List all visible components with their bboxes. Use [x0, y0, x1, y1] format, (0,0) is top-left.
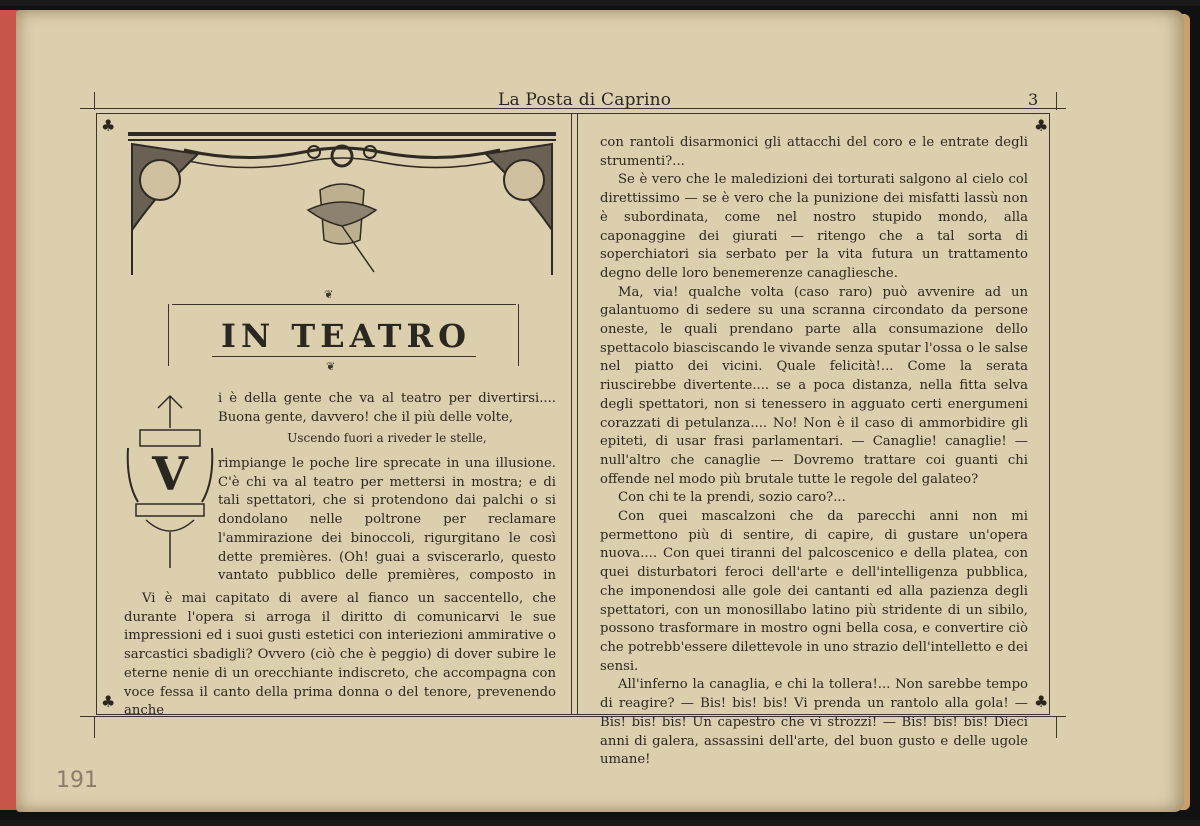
- body-paragraph: Con chi te la prendi, sozio caro?...: [618, 490, 846, 506]
- running-title: La Posta di Caprino: [498, 90, 672, 110]
- corner-ornament-icon: ♣: [101, 692, 116, 711]
- pencil-margin-note: 191: [56, 768, 98, 793]
- corner-ornament-icon: ♣: [1034, 116, 1049, 135]
- column-divider-right: [577, 113, 578, 715]
- frame-right: [1049, 113, 1050, 715]
- body-paragraph: Vi è mai capitato di avere al fianco un saccentello, che durante l'opera si arroga il diritto di comunicarvi le sue impressioni ed i suoi gusti estetici con interiezioni ammirative o sarcastici sbadigli? Ovvero (ciò che è peggio) di dover subire le eterne nenie di un orecchiante indiscreto, che accompagna con voce fessa il canto della prima donna o del tenore, prevenendo anche: [124, 591, 556, 719]
- body-paragraph: Con quei mascalzoni che da parecchi anni non mi permettono più di sentire, di capire, di gustare un'opera nuova.... Con quei tiranni del palcoscenico e della platea, con quei disturbatori feroci dell'arte e dell'intelligenza pubblica, che imponendosi alle gole dei cantanti ed alla pazienza degli spettatori, con un monosillabo latino più stridente di un sibilo, possono trasformare in mostro ogni bella cosa, e convertire ciò che potrebb'essere dilettevole in uno strazio dell'intelletto e dei sensi.: [600, 509, 1028, 674]
- body-paragraph: Se è vero che le maledizioni dei torturati salgono al cielo col direttissimo — se è vero che la punizione dei misfatti lassù non è subordinata, come nel nostro stupido mondo, alla caponaggine dei giurati — ritengo che a tal sorta di soperchiatori sia serbato per la vita futura un trattamento degno delle loro benemerenze canagliesche.: [600, 172, 1028, 281]
- body-paragraph: All'inferno la canaglia, e chi la tollera!... Non sarebbe tempo di reagire? — Bis! bis! bis! Vi prenda un rantolo alla gola! — Bis! bis! bis! Un capestro che vi strozzi! — Bis! bis! bis! Dieci anni di galera, assassini dell'arte, del buon gusto e delle ugole umane!: [600, 677, 1028, 768]
- verse-quote: Uscendo fuori a riveder le stelle,: [287, 431, 487, 446]
- drop-cap: V: [152, 447, 188, 501]
- theater-curtain-vignette: [124, 130, 560, 280]
- intro-paragraph: i è della gente che va al teatro per divertirsi.... Buona gente, davvero! che il più delle volte,: [218, 391, 556, 425]
- title-rule-top: [172, 304, 516, 305]
- corner-ornament-icon: ♣: [1034, 692, 1049, 711]
- right-column: [600, 134, 1028, 770]
- page-number: 3: [1028, 90, 1039, 109]
- title-flourish-icon: ❦: [326, 360, 338, 373]
- bottom-tick-right: [1056, 716, 1057, 738]
- left-column-body: [124, 590, 556, 721]
- frame-left: [96, 113, 97, 715]
- body-paragraph: Ma, via! qualche volta (caso raro) può avvenire ad un galantuomo di sedere su una scranna circondato da persone oneste, le quali prendano parte alla consumazione dello spettacolo biasciscando le vivande senza sputar l'ossa o le salse nel piatto dei vicini. Quale felicità!... Come la serata riuscirebbe divertente.... se a poca distanza, nella fitta selva degli spettatori, non si tenessero in agguato certi energumeni corazzati di petulanza.... No! Non è il caso di ammorbidire gli epiteti, di usar frasi parlamentari. — Canaglie! canaglie! — null'altro che canaglie — Dovremo trattare coi guanti chi offende nel modo più brutale tutte le regole del galateo?: [600, 284, 1028, 487]
- bottom-tick-left: [94, 716, 95, 738]
- title-bracket-right: [518, 304, 519, 366]
- left-column-wrap: [218, 455, 556, 585]
- body-paragraph: con rantoli disarmonici gli attacchi del coro e le entrate degli strumenti?...: [600, 135, 1028, 169]
- corner-ornament-icon: ♣: [101, 116, 116, 135]
- title-rule-bottom: [212, 356, 476, 357]
- frame-top: [96, 113, 1050, 114]
- left-column-intro: [218, 390, 556, 452]
- body-paragraph: rimpiange le poche lire sprecate in una illusione. C'è chi va al teatro per mettersi in mostra; e di tali spettatori, che si protendono dai palchi o si dondolano nelle poltrone per reclamare l'ammirazione dei binoccoli, rigurgitano le così dette premières. (Oh! guai a sviscerarlo, questo vantato pubblico delle premières, composto in: [218, 456, 556, 584]
- title-bracket-left: [168, 304, 169, 366]
- column-divider-left: [571, 113, 572, 715]
- header-tick-left: [94, 92, 95, 110]
- article-title: IN TEATRO: [221, 317, 471, 355]
- title-flourish-icon: ❦: [324, 288, 336, 301]
- header-tick-right: [1056, 92, 1057, 110]
